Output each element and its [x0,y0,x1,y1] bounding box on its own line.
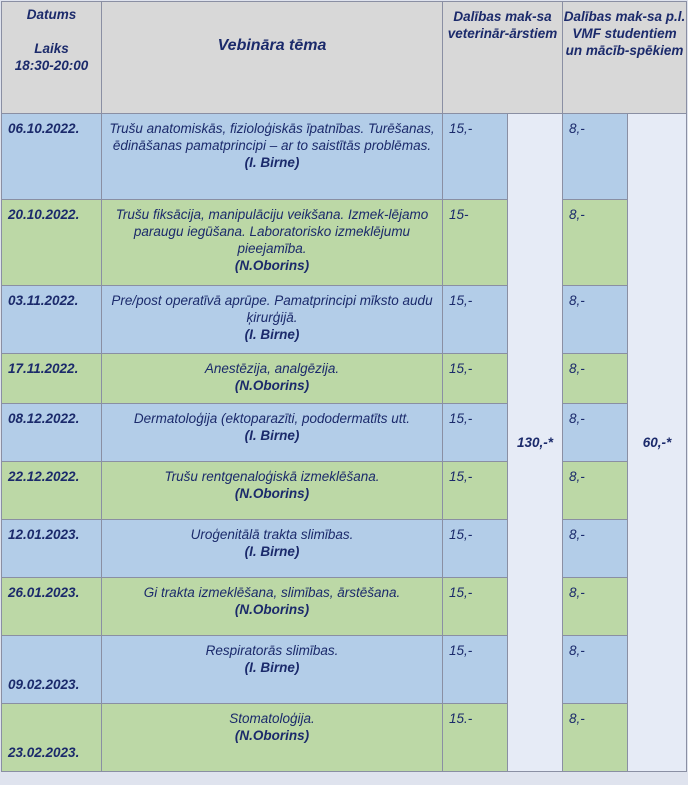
webinar-schedule-table [1,1,687,772]
student-fee-header: Dalības mak-sa p.l. VMF studentiem un mācīb-spēkiem [563,2,687,114]
table-row [2,286,687,354]
vet-fee-cell: 15.- [443,704,508,772]
date-time-header [2,2,102,114]
table-row [2,704,687,772]
vet-fee-cell: 15,- [443,520,508,578]
lecturer-name: (N.Oborins) [234,378,310,393]
lecturer-name: (N.Oborins) [234,602,310,617]
date-header: Datums [26,7,77,22]
vet-fee-cell: 15,- [443,286,508,354]
row-topic [102,354,443,404]
lecturer-name: (I. Birne) [244,155,300,170]
topic-text: Dermatoloģija (ektoparazīti, pododermatīts utt. [133,411,411,426]
student-fee-cell: 8,- [563,636,628,704]
row-topic [102,404,443,462]
row-topic [102,286,443,354]
row-date: 03.11.2022. [2,286,102,354]
lecturer-name: (N.Oborins) [234,486,310,501]
row-date: 06.10.2022. [2,114,102,200]
table-row [2,114,687,200]
topic-text: Respiratorās slimības. [205,643,339,658]
header-row [2,2,687,114]
row-date: 12.01.2023. [2,520,102,578]
student-fee-cell: 8,- [563,520,628,578]
row-date: 26.01.2023. [2,578,102,636]
student-total-cell [628,114,687,772]
row-date: 20.10.2022. [2,200,102,286]
time-header: Laiks [34,41,69,56]
row-date: 22.12.2022. [2,462,102,520]
row-date: 23.02.2023. [2,704,102,772]
student-fee-cell: 8,- [563,578,628,636]
row-topic [102,114,443,200]
student-fee-cell: 8,- [563,114,628,200]
student-fee-cell: 8,- [563,354,628,404]
vet-fee-cell: 15,- [443,354,508,404]
lecturer-name: (N.Oborins) [234,258,310,273]
student-fee-cell: 8,- [563,704,628,772]
vet-fee-cell: 15,- [443,578,508,636]
row-topic [102,520,443,578]
row-topic [102,578,443,636]
table-row [2,636,687,704]
row-date: 09.02.2023. [2,636,102,704]
vet-fee-cell: 15,- [443,404,508,462]
vet-fee-cell: 15,- [443,462,508,520]
lecturer-name: (I. Birne) [244,544,300,559]
student-fee-cell: 8,- [563,286,628,354]
topic-text: Anestēzija, analgēzija. [204,361,340,376]
topic-header: Vebināra tēma [102,2,443,114]
topic-text: Trušu rentgenaloģiskā izmeklēšana. [164,469,380,484]
table-row [2,200,687,286]
row-date: 17.11.2022. [2,354,102,404]
topic-text: Pre/post operatīvā aprūpe. Pamatprincipi mīksto audu ķirurģijā. [111,293,433,325]
vet-total: 130,-* [516,435,554,450]
lecturer-name: (N.Oborins) [234,728,310,743]
lecturer-name: (I. Birne) [244,428,300,443]
table-row [2,354,687,404]
table-row [2,520,687,578]
vet-fee-cell: 15,- [443,636,508,704]
lecturer-name: (I. Birne) [244,327,300,342]
student-fee-cell: 8,- [563,462,628,520]
student-total: 60,-* [642,435,672,450]
vet-fee-header: Dalības mak-sa veterinār-ārstiem [443,2,563,114]
student-fee-cell: 8,- [563,404,628,462]
vet-fee-cell: 15- [443,200,508,286]
vet-total-cell [508,114,563,772]
table-row [2,404,687,462]
row-topic [102,704,443,772]
time-value: 18:30-20:00 [14,58,89,73]
topic-text: Stomatoloģija. [229,711,315,726]
lecturer-name: (I. Birne) [244,660,300,675]
row-topic [102,462,443,520]
table-row [2,578,687,636]
topic-text: Gi trakta izmeklēšana, slimības, ārstēšana. [143,585,401,600]
topic-text: Uroģenitālā trakta slimības. [190,527,354,542]
row-topic [102,200,443,286]
student-fee-cell: 8,- [563,200,628,286]
topic-text: Trušu anatomiskās, fizioloģiskās īpatnības. Turēšanas, ēdināšanas pamatprincipi – ar to saistītās problēmas. [109,121,435,153]
table-row [2,462,687,520]
vet-fee-cell: 15,- [443,114,508,200]
row-date: 08.12.2022. [2,404,102,462]
row-topic [102,636,443,704]
topic-text: Trušu fiksācija, manipulāciju veikšana. Izmek-lējamo paraugu iegūšana. Laboratorisko izmeklējumu pieejamība. [115,207,429,256]
